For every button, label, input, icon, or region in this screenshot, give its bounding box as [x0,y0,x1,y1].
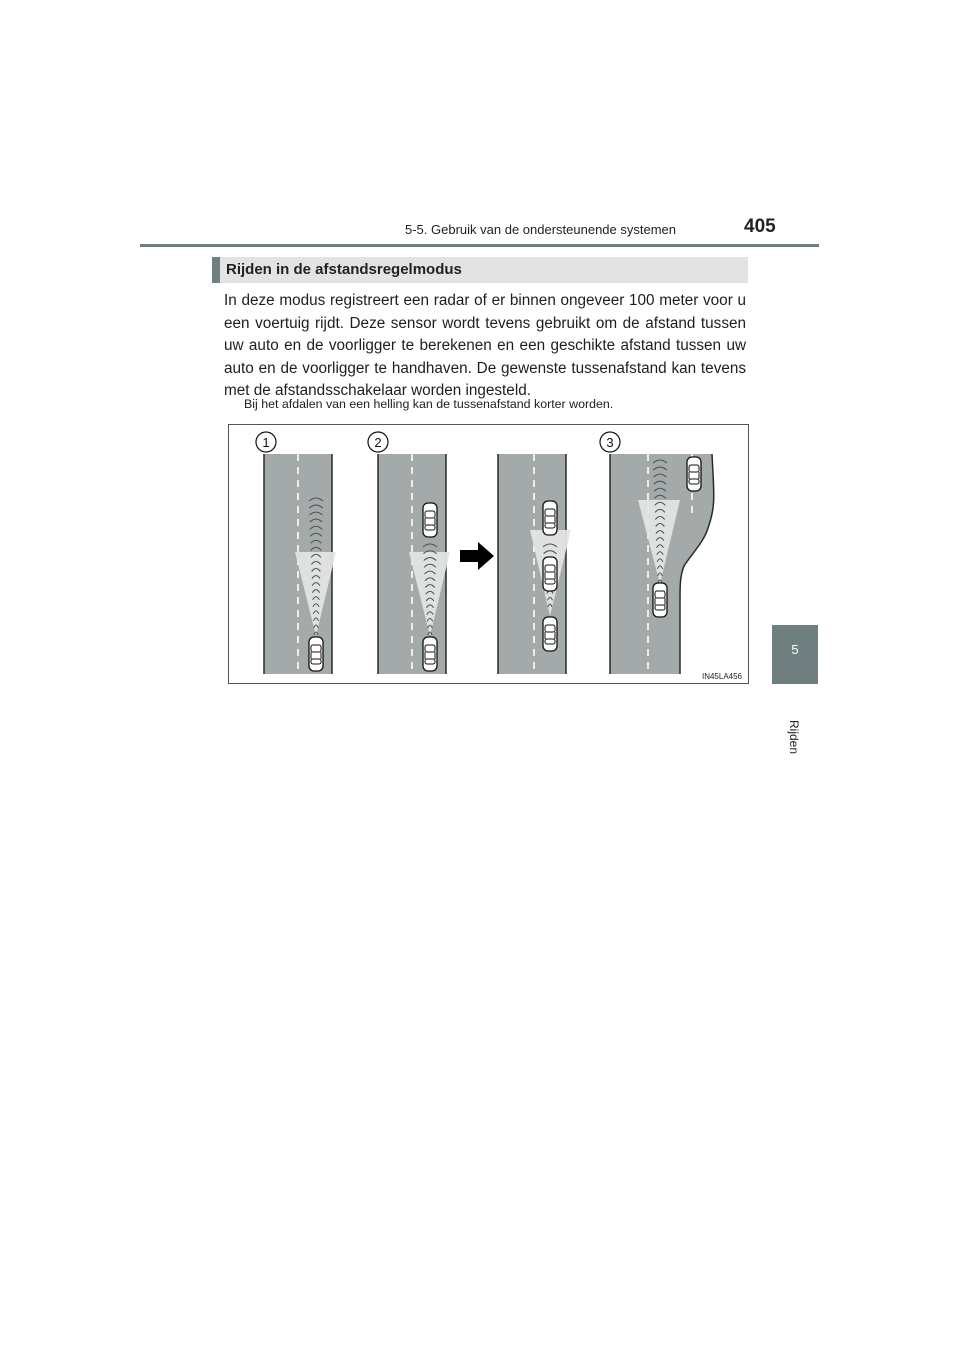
lead-car [423,503,437,537]
chapter-label-text: Rijden [787,720,801,755]
car-body-part [689,465,699,472]
car-body-part [425,525,435,530]
radar-distance-illustration [228,424,749,684]
section-accent [212,257,220,283]
road-scene-2b [498,454,571,674]
section-title: Rijden in de afstandsregelmodus [226,261,462,278]
car-body-part [545,509,555,516]
image-code: IN45LA456 [701,672,742,681]
chapter-number: 5 [791,642,799,657]
car-body-part [311,645,321,652]
road-scene-2 [378,454,450,674]
road-scene-1 [264,454,336,674]
car-body-part [425,645,435,652]
own-car [423,637,437,671]
header-section-title: 5-5. Gebruik van de ondersteunende systemen [405,222,677,237]
car-body-part [545,625,555,632]
section-heading [212,257,748,283]
page-number: 405 [744,216,776,237]
own-car [309,637,323,671]
car-body-part [689,479,699,484]
car-body-part [545,639,555,644]
svg-text:2: 2 [374,435,382,450]
body-paragraph: In deze modus registreert een radar of er binnen ongeveer 100 meter voor u een voertuig rijdt. Deze sensor wordt tevens gebruikt om de afstand tussen uw auto en de voorligger te berekenen en een geschikte afstand tussen uw auto en de voorligger te handhaven. De gewenste tussenafstand kan tevens met de afstandsschakelaar worden ingesteld. [224,292,746,399]
car-body-part [425,659,435,664]
car-body-part [545,579,555,584]
car-body-part [655,605,665,610]
chapter-label [775,720,815,780]
car-body-part [545,565,555,572]
car-body-part [425,511,435,518]
callout-1 [256,432,276,452]
car-body-part [545,523,555,528]
callout-3 [600,432,620,452]
svg-text:3: 3 [606,435,614,450]
header-divider [140,244,819,247]
own-car [543,557,557,591]
merging-car [687,457,701,491]
following-car [543,617,557,651]
callout-2 [368,432,388,452]
own-car [653,583,667,617]
note-text: Bij het afdalen van een helling kan de tussenafstand korter worden. [244,397,614,411]
lead-car [543,501,557,535]
chapter-tab[interactable] [772,625,818,684]
car-body-part [655,591,665,598]
car-body-part [311,659,321,664]
svg-text:1: 1 [262,435,270,450]
